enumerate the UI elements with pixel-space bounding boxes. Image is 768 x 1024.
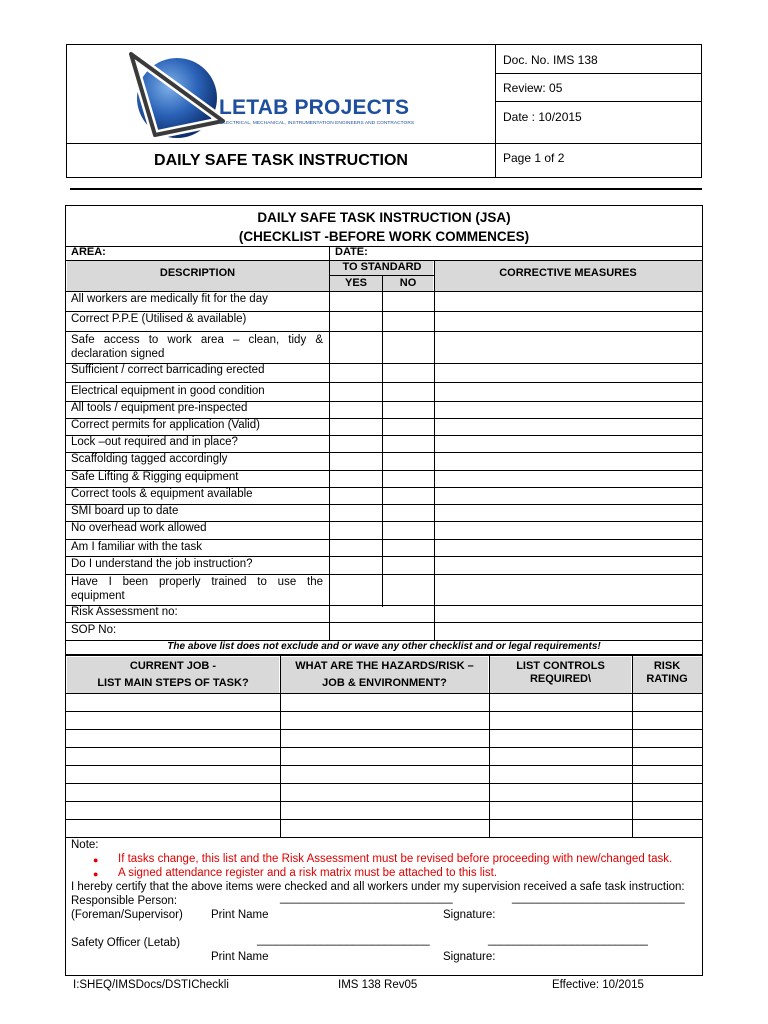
header-divider: [495, 45, 496, 178]
checklist-item: Do I understand the job instruction?: [71, 558, 253, 570]
foreman-label: (Foreman/Supervisor): [71, 909, 183, 921]
separator-rule: [70, 188, 702, 190]
bullet-icon: ●: [93, 855, 99, 865]
checklist-item: All tools / equipment pre-inspected: [71, 402, 248, 414]
checklist-item: Risk Assessment no:: [71, 606, 178, 618]
note-label: Note:: [71, 839, 99, 851]
checklist-item: Scaffolding tagged accordingly: [71, 453, 228, 465]
area-label: AREA:: [71, 246, 106, 258]
checklist-item: Correct permits for application (Valid): [71, 419, 260, 431]
date-label: DATE:: [335, 246, 368, 258]
no-header: NO: [399, 277, 417, 289]
file-path: I:SHEQ/IMSDocs/DSTICheckli: [73, 979, 229, 991]
safety-officer-name-field[interactable]: ___________________________: [257, 934, 430, 946]
checklist-item: Correct P.P.E (Utilised & available): [71, 313, 247, 325]
form-subtitle: (CHECKLIST -BEFORE WORK COMMENCES): [238, 229, 530, 244]
checklist-item: Have I been properly trained to use the equipment: [71, 576, 323, 602]
certify-statement: I hereby certify that the above items were checked and all workers under my supervision received a safe task instruction:: [71, 881, 685, 893]
controls-header: LIST CONTROLS: [516, 660, 605, 672]
effective-date: Effective: 10/2015: [552, 979, 644, 991]
checklist-item: All workers are medically fit for the day: [71, 293, 268, 305]
logo-wordmark: LETAB PROJECTS: [219, 96, 410, 119]
checklist-item: Lock –out required and in place?: [71, 436, 238, 448]
responsible-person-label: Responsible Person:: [71, 895, 178, 907]
checklist-item: SMI board up to date: [71, 505, 179, 517]
responsible-name-field[interactable]: ___________________________: [280, 892, 453, 904]
doc-number: Doc. No. IMS 138: [503, 53, 598, 67]
header-divider: [495, 73, 702, 74]
rating-header: RATING: [646, 673, 688, 685]
note-item: A signed attendance register and a risk matrix must be attached to this list.: [118, 867, 498, 879]
form-title: DAILY SAFE TASK INSTRUCTION (JSA): [257, 210, 511, 225]
checklist-item: Safe access to work area – clean, tidy & declaration signed: [71, 334, 323, 360]
note-item: If tasks change, this list and the Risk Assessment must be revised before proceeding with new/changed task.: [118, 853, 673, 865]
header-divider: [495, 101, 702, 102]
safety-officer-signature-field[interactable]: _________________________: [488, 934, 648, 946]
page-number: Page 1 of 2: [503, 151, 565, 165]
doc-date: Date : 10/2015: [503, 110, 582, 124]
checklist-item: Sufficient / correct barricading erected: [71, 364, 265, 376]
signature-label: Signature:: [443, 951, 496, 963]
main-steps-header: LIST MAIN STEPS OF TASK?: [97, 677, 249, 689]
checklist-item: No overhead work allowed: [71, 522, 207, 534]
description-header: DESCRIPTION: [159, 267, 236, 279]
hazards-header: WHAT ARE THE HAZARDS/RISK –: [295, 660, 474, 672]
current-job-header: CURRENT JOB -: [129, 660, 217, 672]
corrective-measures-header: CORRECTIVE MEASURES: [499, 267, 637, 279]
environment-header: JOB & ENVIRONMENT?: [322, 677, 447, 689]
checklist-item: SOP No:: [71, 624, 117, 636]
revision-code: IMS 138 Rev05: [338, 979, 418, 991]
checklist-item: Correct tools & equipment available: [71, 488, 253, 500]
print-name-label: Print Name: [211, 951, 269, 963]
checklist-item: Am I familiar with the task: [71, 541, 203, 553]
to-standard-header: TO STANDARD: [342, 261, 422, 273]
disclaimer: The above list does not exclude and or wave any other checklist and or legal requirements!: [167, 641, 601, 652]
checklist-item: Electrical equipment in good condition: [71, 385, 265, 397]
checklist-item: Safe Lifting & Rigging equipment: [71, 471, 239, 483]
yes-header: YES: [344, 277, 367, 289]
review-number: Review: 05: [503, 81, 563, 95]
bullet-icon: ●: [93, 869, 99, 879]
responsible-signature-field[interactable]: ___________________________: [512, 892, 685, 904]
signature-label: Signature:: [443, 909, 496, 921]
safety-officer-label: Safety Officer (Letab): [71, 937, 181, 949]
print-name-label: Print Name: [211, 909, 269, 921]
document-header: [66, 44, 702, 178]
document-title: DAILY SAFE TASK INSTRUCTION: [154, 152, 408, 169]
logo-tagline: ELECTRICAL, MECHANICAL, INSTRUMENTATION ENGINEERS AND CONTRACTORS: [220, 121, 415, 126]
controls-required-header: REQUIRED\: [529, 673, 592, 685]
jsa-form: [65, 205, 703, 976]
risk-header: RISK: [653, 660, 681, 672]
